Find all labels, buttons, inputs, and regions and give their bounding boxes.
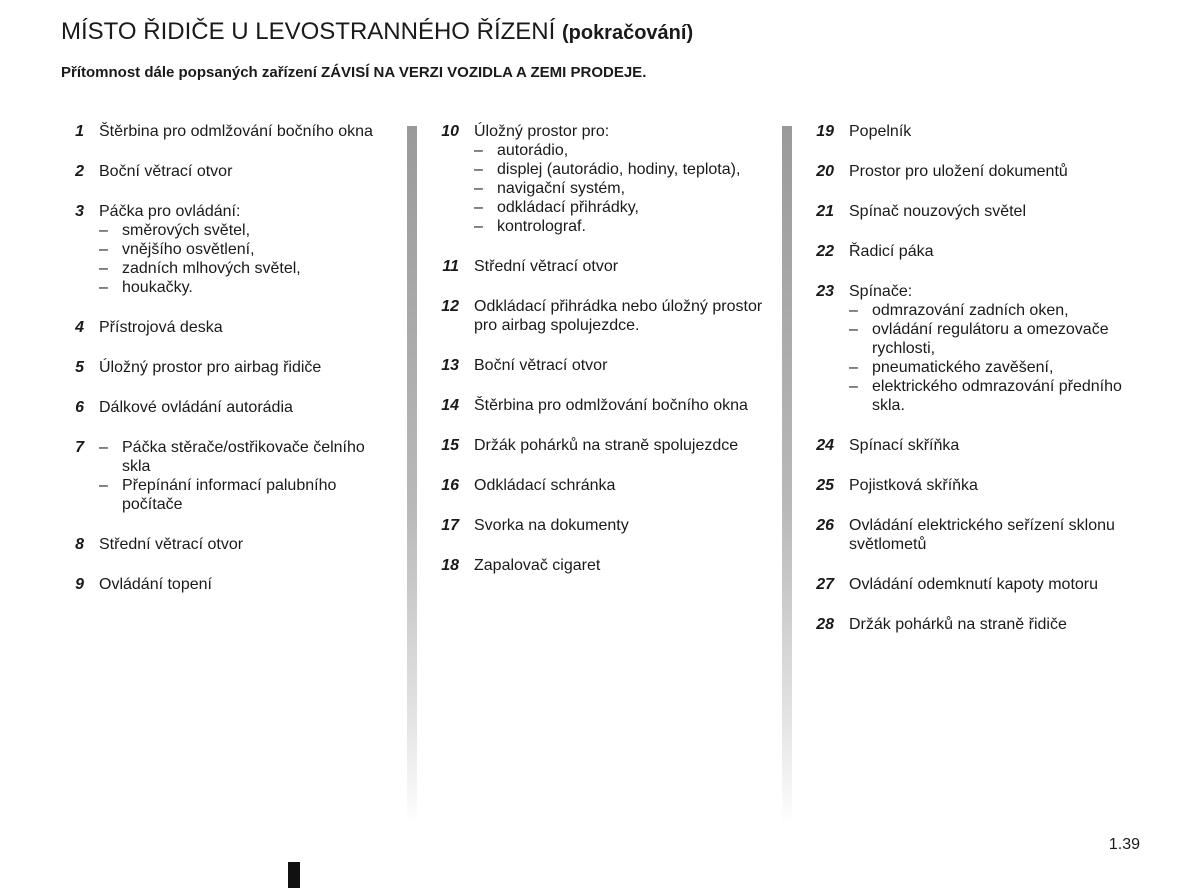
legend-item-text: Ovládání elektrického seřízení sklonu světlometů xyxy=(849,517,1115,553)
legend-subitem: – ovládání regulátoru a omezovače rychlosti, xyxy=(849,320,1143,358)
legend-item-text: Pojistková skříňka xyxy=(849,477,978,494)
legend-item xyxy=(63,535,393,554)
legend-item-number: 4 xyxy=(75,319,84,336)
legend-item-text: Střední větrací otvor xyxy=(99,536,244,553)
page-title-suffix: (pokračování) xyxy=(561,22,694,44)
legend-item xyxy=(813,162,1143,181)
legend-item-number: 20 xyxy=(816,163,834,180)
legend-item-text: Spínací skříňka xyxy=(849,437,960,454)
legend-item-text: Držák pohárků na straně spolujezdce xyxy=(474,437,739,454)
legend-item xyxy=(63,122,393,141)
legend-item xyxy=(63,575,393,594)
column-divider xyxy=(407,126,417,826)
legend-item xyxy=(438,122,768,236)
legend-item-number: 5 xyxy=(75,359,84,376)
legend-subitem-list xyxy=(99,221,393,297)
legend-item xyxy=(438,436,768,455)
legend-item xyxy=(813,436,1143,455)
legend-column-1 xyxy=(63,122,393,615)
legend-item-text: Řadicí páka xyxy=(849,243,934,260)
legend-subitem-list xyxy=(474,141,768,236)
legend-item-number: 18 xyxy=(441,557,459,574)
legend-item xyxy=(438,516,768,535)
column-divider xyxy=(782,126,792,826)
legend-item xyxy=(438,556,768,575)
legend-subitem-list xyxy=(849,301,1143,415)
legend-item-number: 11 xyxy=(442,258,459,275)
legend-subitem: – navigační systém, xyxy=(474,179,768,198)
legend-item xyxy=(63,438,393,514)
legend-item-text: Prostor pro uložení dokumentů xyxy=(849,163,1068,180)
page-number: 1.39 xyxy=(1108,836,1140,853)
legend-item-text: Ovládání topení xyxy=(99,576,212,593)
legend-subitem: – odkládací přihrádky, xyxy=(474,198,768,217)
legend-item xyxy=(63,202,393,297)
page-edge-marker xyxy=(288,862,300,888)
legend-subitem: – Přepínání informací palubního počítače xyxy=(99,476,393,514)
legend-item-text: Svorka na dokumenty xyxy=(474,517,629,534)
legend-item-number: 13 xyxy=(441,357,459,374)
legend-subitem: – odmrazování zadních oken, xyxy=(849,301,1143,320)
legend-item xyxy=(438,396,768,415)
legend-subitem: – autorádio, xyxy=(474,141,768,160)
legend-item xyxy=(63,318,393,337)
legend-item-text: Popelník xyxy=(849,123,912,140)
legend-item-text: Páčka pro ovládání: xyxy=(99,203,241,220)
legend-column-2 xyxy=(438,122,768,596)
legend-column-3 xyxy=(813,122,1143,655)
legend-item-number: 15 xyxy=(441,437,459,454)
page-title xyxy=(61,18,693,46)
legend-subitem: – houkačky. xyxy=(99,278,393,297)
legend-item-number: 19 xyxy=(816,123,834,140)
legend-item-number: 17 xyxy=(441,517,459,534)
legend-item xyxy=(63,162,393,181)
legend-subitem: – zadních mlhových světel, xyxy=(99,259,393,278)
legend-item xyxy=(63,398,393,417)
legend-item xyxy=(813,615,1143,634)
legend-item-number: 21 xyxy=(816,203,834,220)
legend-item-text: Štěrbina pro odmlžování bočního okna xyxy=(99,123,373,140)
legend-item xyxy=(813,476,1143,495)
legend-item-number: 16 xyxy=(441,477,459,494)
legend-item-number: 22 xyxy=(816,243,834,260)
legend-item xyxy=(813,242,1143,261)
page-title-main: MÍSTO ŘIDIČE U LEVOSTRANNÉHO ŘÍZENÍ xyxy=(61,18,556,45)
legend-subitem: – displej (autorádio, hodiny, teplota), xyxy=(474,160,768,179)
legend-item xyxy=(813,575,1143,594)
legend-item-number: 9 xyxy=(75,576,84,593)
legend-subitem: – elektrického odmrazování předního skla. xyxy=(849,377,1143,415)
legend-item-number: 25 xyxy=(816,477,834,494)
legend-item-text: Boční větrací otvor xyxy=(99,163,233,180)
legend-item xyxy=(438,297,768,335)
legend-item-number: 7 xyxy=(75,439,84,456)
legend-item-number: 27 xyxy=(816,576,834,593)
legend-item-text: Odkládací přihrádka nebo úložný prostor pro airbag spolujezdce. xyxy=(474,298,763,334)
legend-item-text: Úložný prostor pro: xyxy=(474,123,610,140)
legend-item-number: 3 xyxy=(75,203,84,220)
legend-item-number: 1 xyxy=(75,123,84,140)
legend-item xyxy=(813,122,1143,141)
legend-item xyxy=(438,356,768,375)
legend-subitem: – kontrolograf. xyxy=(474,217,768,236)
legend-subitem: – směrových světel, xyxy=(99,221,393,240)
legend-item-number: 28 xyxy=(816,616,834,633)
legend-item-text: Úložný prostor pro airbag řidiče xyxy=(99,359,322,376)
legend-item-text: Přístrojová deska xyxy=(99,319,223,336)
legend-item-number: 6 xyxy=(75,399,84,416)
legend-item xyxy=(813,282,1143,415)
legend-item-number: 14 xyxy=(441,397,459,414)
legend-item-number: 26 xyxy=(816,517,834,534)
legend-subitem: – pneumatického zavěšení, xyxy=(849,358,1143,377)
legend-subitem: – vnějšího osvětlení, xyxy=(99,240,393,259)
legend-subitem-list xyxy=(99,438,393,514)
legend-item-number: 2 xyxy=(75,163,84,180)
legend-item-text: Zapalovač cigaret xyxy=(474,557,601,574)
availability-note: Přítomnost dále popsaných zařízení ZÁVISÍ NA VERZI VOZIDLA A ZEMI PRODEJE. xyxy=(61,64,647,81)
legend-item-number: 10 xyxy=(441,123,459,140)
legend-subitem: – Páčka stěrače/ostřikovače čelního skla xyxy=(99,438,393,476)
legend-item xyxy=(63,358,393,377)
legend-item xyxy=(438,476,768,495)
legend-item-text: Střední větrací otvor xyxy=(474,258,619,275)
legend-item-number: 8 xyxy=(75,536,84,553)
legend-item xyxy=(438,257,768,276)
legend-item-text: Držák pohárků na straně řidiče xyxy=(849,616,1067,633)
legend-item-text: Ovládání odemknutí kapoty motoru xyxy=(849,576,1099,593)
legend-item-text: Spínač nouzových světel xyxy=(849,203,1026,220)
legend-item-number: 12 xyxy=(441,298,459,315)
legend-item-number: 24 xyxy=(816,437,834,454)
legend-item xyxy=(813,202,1143,221)
legend-item-number: 23 xyxy=(816,283,834,300)
legend-item-text: Odkládací schránka xyxy=(474,477,616,494)
legend-item xyxy=(813,516,1143,554)
legend-item-text: Dálkové ovládání autorádia xyxy=(99,399,293,416)
legend-item-text: Spínače: xyxy=(849,283,913,300)
legend-item-text: Štěrbina pro odmlžování bočního okna xyxy=(474,397,748,414)
legend-item-text: Boční větrací otvor xyxy=(474,357,608,374)
